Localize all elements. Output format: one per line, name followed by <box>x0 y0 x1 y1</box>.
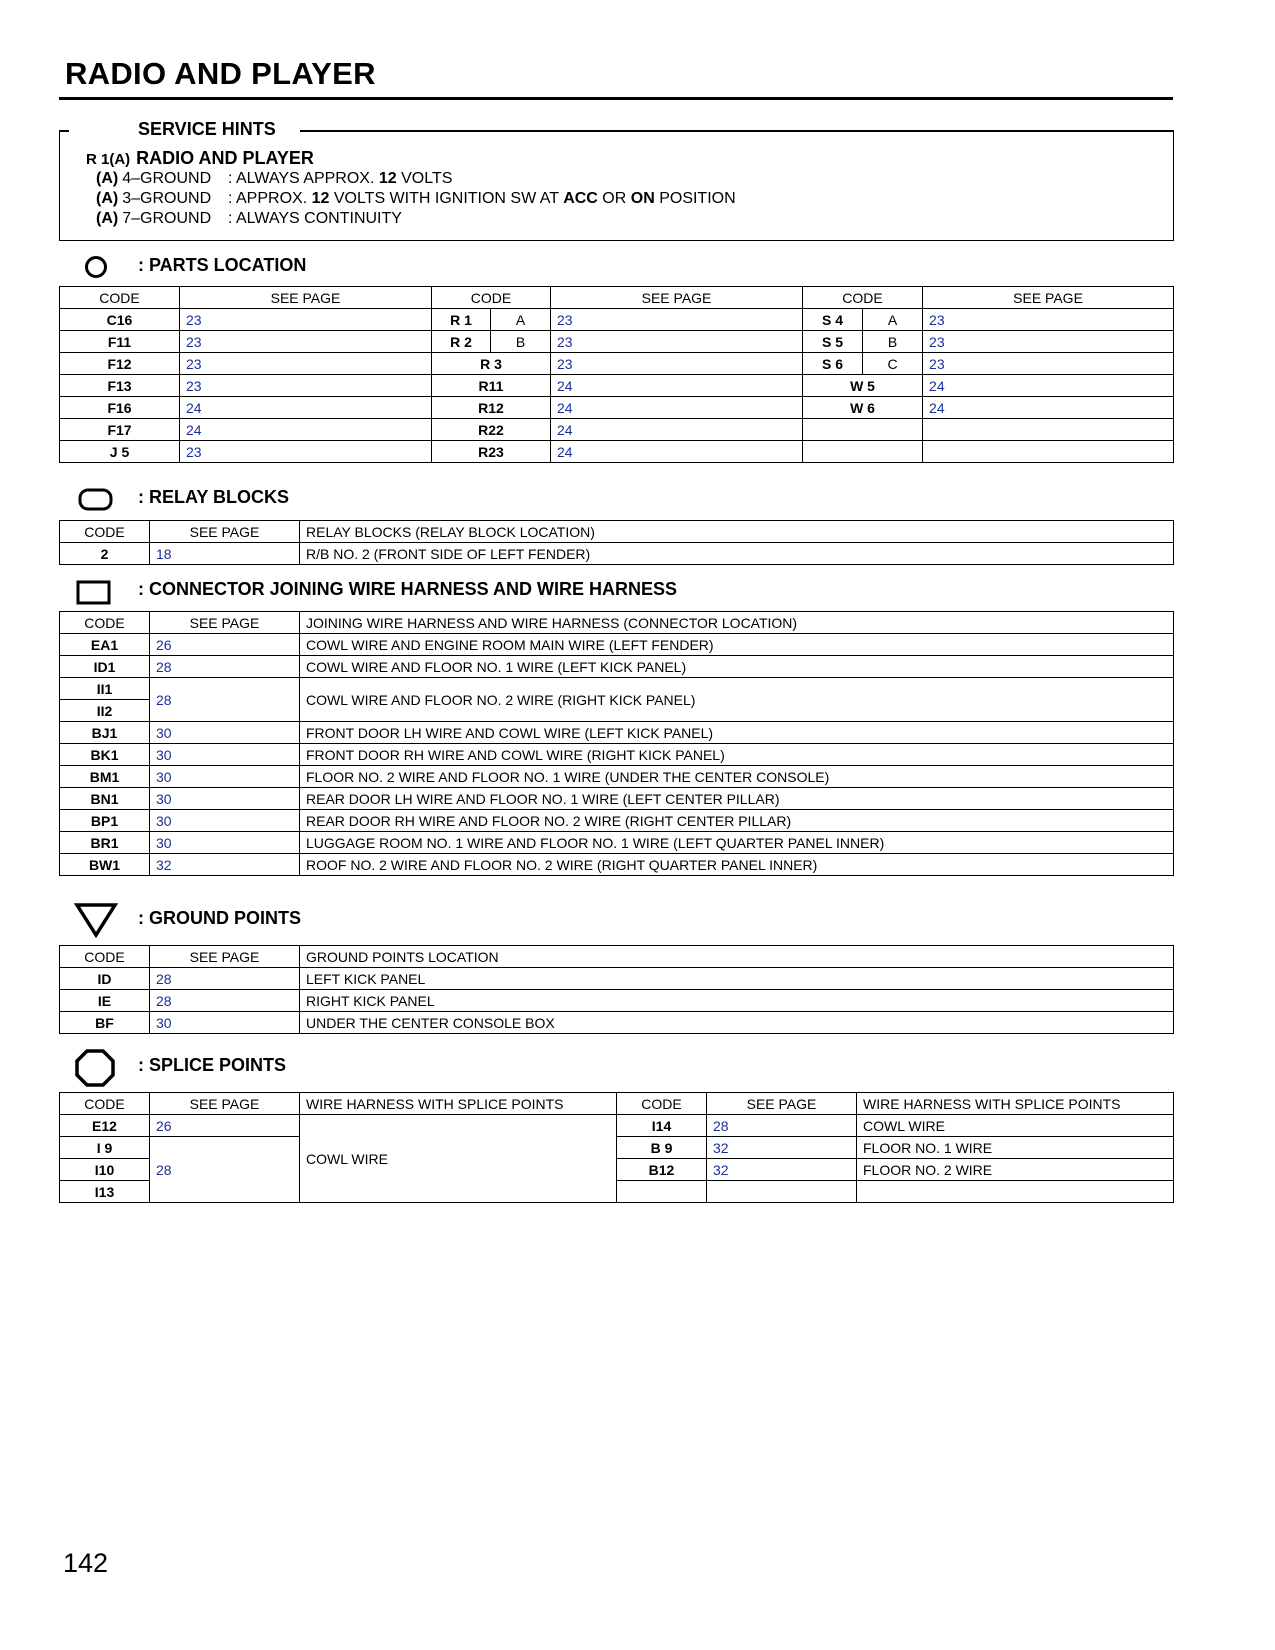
splice-points-heading: : SPLICE POINTS <box>138 1055 287 1075</box>
see-page-ref: 32 <box>707 1159 857 1181</box>
location-description: FLOOR NO. 2 WIRE AND FLOOR NO. 1 WIRE (UNDER THE CENTER CONSOLE) <box>300 766 1174 788</box>
hint-pin: 3–GROUND <box>122 190 212 207</box>
col-header-code: CODE <box>432 287 551 309</box>
location-description: COWL WIRE AND ENGINE ROOM MAIN WIRE (LEFT FENDER) <box>300 634 1174 656</box>
see-page-ref: 24 <box>180 397 432 419</box>
location-description: UNDER THE CENTER CONSOLE BOX <box>300 1012 1174 1034</box>
splice-points-table <box>59 1092 1174 1203</box>
see-page-ref: 32 <box>150 854 300 876</box>
col-header-code: CODE <box>60 287 180 309</box>
location-description: REAR DOOR RH WIRE AND FLOOR NO. 2 WIRE (RIGHT CENTER PILLAR) <box>300 810 1174 832</box>
col-header-code: CODE <box>617 1093 707 1115</box>
location-description: FRONT DOOR LH WIRE AND COWL WIRE (LEFT KICK PANEL) <box>300 722 1174 744</box>
hint-connector-ref: (A) <box>96 190 119 207</box>
see-page-ref: 28 <box>150 968 300 990</box>
hint-connector <box>86 148 314 169</box>
splice-wire-harness: FLOOR NO. 2 WIRE <box>857 1159 1174 1181</box>
col-header-description: RELAY BLOCKS (RELAY BLOCK LOCATION) <box>300 521 1174 543</box>
location-description: COWL WIRE AND FLOOR NO. 1 WIRE (LEFT KICK PANEL) <box>300 656 1174 678</box>
location-description: FRONT DOOR RH WIRE AND COWL WIRE (RIGHT KICK PANEL) <box>300 744 1174 766</box>
page-title: RADIO AND PLAYER <box>65 56 376 91</box>
see-page-ref: 30 <box>150 744 300 766</box>
part-connector-letter: A <box>491 309 551 331</box>
table-row <box>60 331 1174 353</box>
table-row <box>60 722 1174 744</box>
see-page-ref: 26 <box>150 1115 300 1137</box>
splice-code <box>617 1181 707 1203</box>
hint-text: POSITION <box>654 190 736 207</box>
col-header-page: SEE PAGE <box>180 287 432 309</box>
table-row <box>60 441 1174 463</box>
col-header-code: CODE <box>60 1093 150 1115</box>
code-cell: BN1 <box>60 788 150 810</box>
code-cell: IE <box>60 990 150 1012</box>
part-code: F12 <box>60 353 180 375</box>
col-header-description: GROUND POINTS LOCATION <box>300 946 1174 968</box>
col-header-page: SEE PAGE <box>150 1093 300 1115</box>
connectors-heading: : CONNECTOR JOINING WIRE HARNESS AND WIRE HARNESS <box>138 579 678 599</box>
splice-code: I 9 <box>60 1137 150 1159</box>
code-cell: 2 <box>60 543 150 565</box>
see-page-ref: 24 <box>551 419 803 441</box>
see-page-ref: 23 <box>923 353 1174 375</box>
hint-description <box>228 190 736 208</box>
col-header-page: SEE PAGE <box>150 612 300 634</box>
see-page-ref <box>707 1181 857 1203</box>
col-header-description: WIRE HARNESS WITH SPLICE POINTS <box>300 1093 617 1115</box>
col-header-page: SEE PAGE <box>707 1093 857 1115</box>
hint-description <box>228 210 402 228</box>
part-code: J 5 <box>60 441 180 463</box>
hint-description <box>228 170 452 188</box>
page-number: 142 <box>63 1548 109 1578</box>
see-page-ref: 23 <box>923 309 1174 331</box>
hint-pin: 4–GROUND <box>122 170 212 187</box>
part-code: R 2 <box>432 331 491 353</box>
hint-value: ACC <box>563 190 598 207</box>
triangle-down-icon <box>74 902 118 938</box>
part-code: R 3 <box>432 353 551 375</box>
splice-code: B12 <box>617 1159 707 1181</box>
col-header-code: CODE <box>803 287 923 309</box>
col-header-page: SEE PAGE <box>923 287 1174 309</box>
hint-text: VOLTS <box>396 170 453 187</box>
splice-wire-harness: COWL WIRE <box>300 1115 617 1203</box>
splice-code: B 9 <box>617 1137 707 1159</box>
relay-blocks-table <box>59 520 1174 565</box>
see-page-ref <box>923 419 1174 441</box>
table-row <box>60 832 1174 854</box>
service-hints-box <box>59 130 1174 241</box>
see-page-ref: 24 <box>923 375 1174 397</box>
col-header-description: JOINING WIRE HARNESS AND WIRE HARNESS (CONNECTOR LOCATION) <box>300 612 1174 634</box>
part-code: W 5 <box>803 375 923 397</box>
part-code: W 6 <box>803 397 923 419</box>
code-cell: BJ1 <box>60 722 150 744</box>
hints-rule <box>300 130 1174 132</box>
see-page-ref: 28 <box>150 1137 300 1203</box>
see-page-ref: 23 <box>551 309 803 331</box>
hint-text: OR <box>597 190 631 207</box>
hint-value: 12 <box>311 190 330 207</box>
hint-connector-name: RADIO AND PLAYER <box>136 148 314 168</box>
see-page-ref: 28 <box>150 678 300 722</box>
location-description: REAR DOOR LH WIRE AND FLOOR NO. 1 WIRE (LEFT CENTER PILLAR) <box>300 788 1174 810</box>
square-icon <box>76 580 112 606</box>
table-row <box>60 634 1174 656</box>
hint-text: : APPROX. <box>228 190 312 207</box>
part-connector-letter: C <box>863 353 923 375</box>
table-row <box>60 309 1174 331</box>
table-row <box>60 1115 1174 1137</box>
see-page-ref: 30 <box>150 810 300 832</box>
see-page-ref: 23 <box>180 375 432 397</box>
table-row <box>60 766 1174 788</box>
code-cell: BK1 <box>60 744 150 766</box>
code-cell: ID1 <box>60 656 150 678</box>
table-row <box>60 1012 1174 1034</box>
location-description: COWL WIRE AND FLOOR NO. 2 WIRE (RIGHT KICK PANEL) <box>300 678 1174 722</box>
table-row <box>60 990 1174 1012</box>
see-page-ref: 23 <box>180 441 432 463</box>
splice-wire-harness <box>857 1181 1174 1203</box>
splice-code: I13 <box>60 1181 150 1203</box>
table-row <box>60 656 1174 678</box>
code-cell: BW1 <box>60 854 150 876</box>
part-code: R22 <box>432 419 551 441</box>
hint-connector-ref: (A) <box>96 170 119 187</box>
see-page-ref: 24 <box>923 397 1174 419</box>
see-page-ref: 28 <box>150 656 300 678</box>
hint-connector-code: R 1(A) <box>86 151 131 168</box>
table-row <box>60 353 1174 375</box>
ground-points-heading: : GROUND POINTS <box>138 908 302 928</box>
circle-icon <box>84 255 108 279</box>
parts-location-table <box>59 286 1174 463</box>
code-cell: BF <box>60 1012 150 1034</box>
splice-code: I14 <box>617 1115 707 1137</box>
octagon-icon <box>74 1048 116 1088</box>
table-row <box>60 810 1174 832</box>
part-connector-letter: B <box>491 331 551 353</box>
location-description: RIGHT KICK PANEL <box>300 990 1174 1012</box>
see-page-ref: 24 <box>180 419 432 441</box>
splice-wire-harness: COWL WIRE <box>857 1115 1174 1137</box>
col-header-code: CODE <box>60 612 150 634</box>
col-header-description: WIRE HARNESS WITH SPLICE POINTS <box>857 1093 1174 1115</box>
see-page-ref: 24 <box>551 441 803 463</box>
table-row <box>60 968 1174 990</box>
code-cell: II1 <box>60 678 150 700</box>
table-row <box>60 375 1174 397</box>
col-header-page: SEE PAGE <box>150 521 300 543</box>
part-code: F11 <box>60 331 180 353</box>
table-row <box>60 1137 1174 1159</box>
part-code: R23 <box>432 441 551 463</box>
table-row <box>60 397 1174 419</box>
part-code: S 4 <box>803 309 863 331</box>
relay-blocks-heading: : RELAY BLOCKS <box>138 487 290 507</box>
see-page-ref: 23 <box>180 353 432 375</box>
hint-value: ON <box>630 190 655 207</box>
splice-wire-harness: FLOOR NO. 1 WIRE <box>857 1137 1174 1159</box>
see-page-ref: 30 <box>150 832 300 854</box>
table-row <box>60 854 1174 876</box>
col-header-code: CODE <box>60 521 150 543</box>
see-page-ref: 18 <box>150 543 300 565</box>
part-code: F16 <box>60 397 180 419</box>
code-cell: II2 <box>60 700 150 722</box>
service-hints-heading: SERVICE HINTS <box>138 119 276 139</box>
code-cell: EA1 <box>60 634 150 656</box>
table-row <box>60 678 1174 700</box>
splice-code: I10 <box>60 1159 150 1181</box>
see-page-ref: 23 <box>180 309 432 331</box>
hint-pin: 7–GROUND <box>122 210 212 227</box>
location-description: LEFT KICK PANEL <box>300 968 1174 990</box>
title-rule <box>59 97 1173 100</box>
see-page-ref: 26 <box>150 634 300 656</box>
ground-points-table <box>59 945 1174 1034</box>
see-page-ref: 30 <box>150 722 300 744</box>
code-cell: BM1 <box>60 766 150 788</box>
hint-value: 12 <box>378 170 397 187</box>
code-cell: ID <box>60 968 150 990</box>
code-cell: BP1 <box>60 810 150 832</box>
see-page-ref: 30 <box>150 766 300 788</box>
see-page-ref: 23 <box>551 353 803 375</box>
connectors-table <box>59 611 1174 876</box>
hint-connector-ref: (A) <box>96 210 119 227</box>
part-code: F13 <box>60 375 180 397</box>
location-description: R/B NO. 2 (FRONT SIDE OF LEFT FENDER) <box>300 543 1174 565</box>
col-header-page: SEE PAGE <box>551 287 803 309</box>
part-connector-letter: A <box>863 309 923 331</box>
parts-location-heading: : PARTS LOCATION <box>138 255 307 275</box>
location-description: LUGGAGE ROOM NO. 1 WIRE AND FLOOR NO. 1 WIRE (LEFT QUARTER PANEL INNER) <box>300 832 1174 854</box>
part-code: S 5 <box>803 331 863 353</box>
part-code: S 6 <box>803 353 863 375</box>
rounded-rect-icon <box>78 488 114 512</box>
part-code: C16 <box>60 309 180 331</box>
see-page-ref <box>923 441 1174 463</box>
part-code <box>803 419 923 441</box>
splice-code: E12 <box>60 1115 150 1137</box>
see-page-ref: 23 <box>180 331 432 353</box>
part-code: F17 <box>60 419 180 441</box>
hints-rule <box>59 130 69 132</box>
see-page-ref: 24 <box>551 375 803 397</box>
hint-row <box>96 210 402 228</box>
see-page-ref: 28 <box>707 1115 857 1137</box>
part-code: R11 <box>432 375 551 397</box>
see-page-ref: 24 <box>551 397 803 419</box>
location-description: ROOF NO. 2 WIRE AND FLOOR NO. 2 WIRE (RIGHT QUARTER PANEL INNER) <box>300 854 1174 876</box>
col-header-code: CODE <box>60 946 150 968</box>
code-cell: BR1 <box>60 832 150 854</box>
table-row <box>60 543 1174 565</box>
col-header-page: SEE PAGE <box>150 946 300 968</box>
see-page-ref: 30 <box>150 1012 300 1034</box>
hint-row <box>96 190 736 208</box>
table-row <box>60 788 1174 810</box>
part-connector-letter: B <box>863 331 923 353</box>
hint-row <box>96 170 453 188</box>
table-row <box>60 744 1174 766</box>
see-page-ref: 28 <box>150 990 300 1012</box>
part-code: R 1 <box>432 309 491 331</box>
part-code: R12 <box>432 397 551 419</box>
see-page-ref: 23 <box>551 331 803 353</box>
hint-text: VOLTS WITH IGNITION SW AT <box>329 190 564 207</box>
part-code <box>803 441 923 463</box>
table-row <box>60 419 1174 441</box>
see-page-ref: 30 <box>150 788 300 810</box>
see-page-ref: 32 <box>707 1137 857 1159</box>
hint-text: : ALWAYS CONTINUITY <box>228 210 402 227</box>
hint-text: : ALWAYS APPROX. <box>228 170 379 187</box>
see-page-ref: 23 <box>923 331 1174 353</box>
